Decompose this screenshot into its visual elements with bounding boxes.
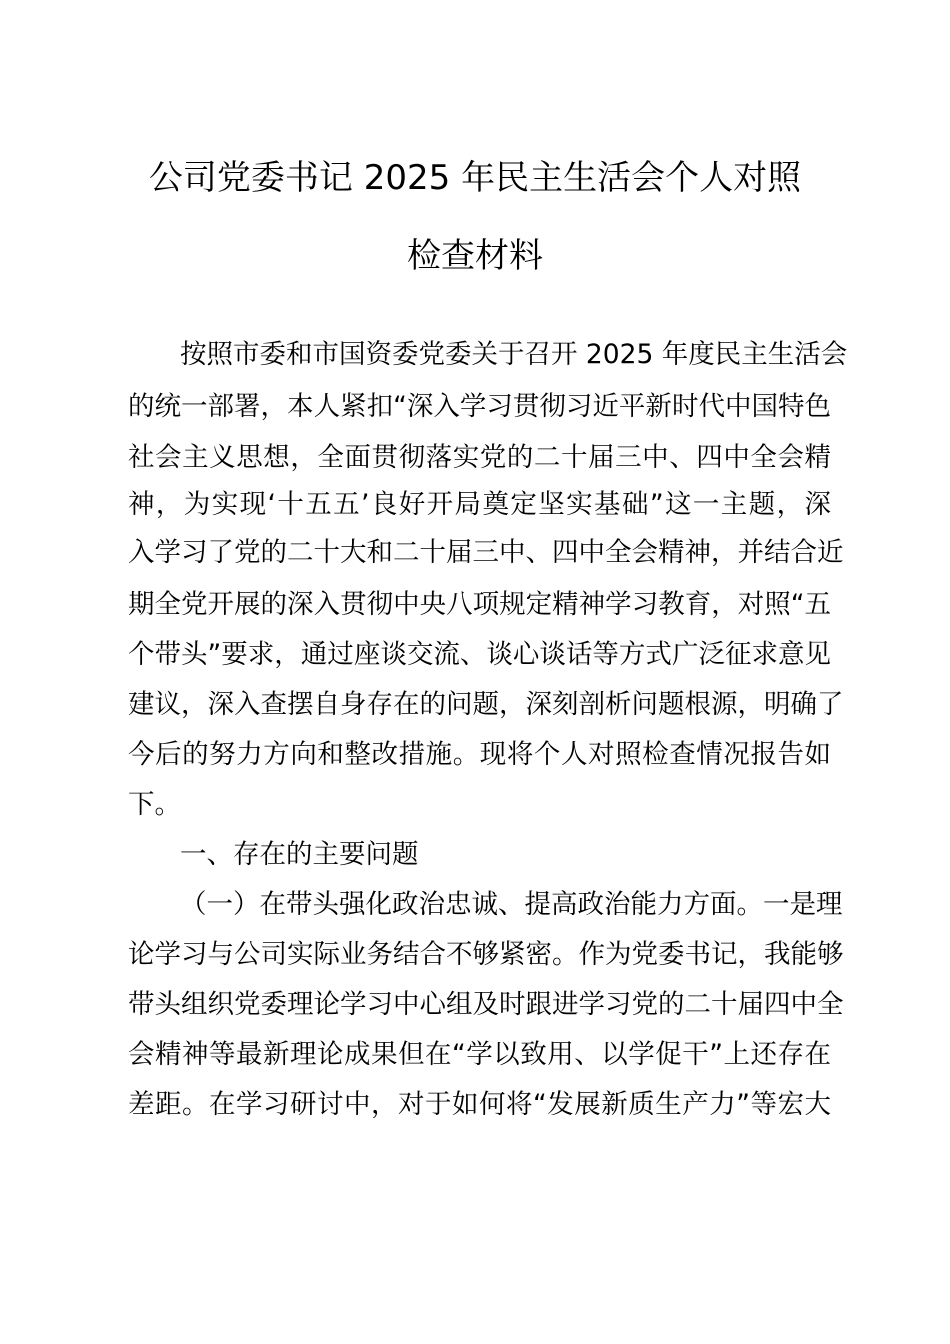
document-title-line-2: 检查材料 [407,236,543,276]
intro-paragraph-line: 下。 [128,789,181,820]
intro-paragraph-line: 期全党开展的深入贯彻中央八项规定精神学习教育，对照“五 [128,589,831,620]
intro-paragraph-line: 今后的努力方向和整改措施。现将个人对照检查情况报告如 [128,739,831,770]
body-paragraph-line: 论学习与公司实际业务结合不够紧密。作为党委书记，我能够 [128,939,844,970]
body-paragraph-line: （一）在带头强化政治忠诚、提高政治能力方面。一是理 [180,889,843,920]
section-heading: 一、存在的主要问题 [180,839,419,870]
body-paragraph-line: 带头组织党委理论学习中心组及时跟进学习党的二十届四中全 [128,989,844,1020]
intro-paragraph-line: 按照市委和市国资委党委关于召开 2025 年度民主生活会 [180,339,848,370]
intro-paragraph-line: 社会主义思想，全面贯彻落实党的二十届三中、四中全会精 [128,442,831,473]
document-title-line-1: 公司党委书记 2025 年民主生活会个人对照 [148,158,802,198]
body-paragraph-line: 差距。在学习研讨中，对于如何将“发展新质生产力”等宏大 [128,1089,831,1120]
intro-paragraph-line: 的统一部署，本人紧扣“深入学习贯彻习近平新时代中国特色 [128,391,831,422]
intro-paragraph-line: 神，为实现‘十五五’良好开局奠定坚实基础”这一主题，深 [128,489,831,520]
intro-paragraph-line: 建议，深入查摆自身存在的问题，深刻剖析问题根源，明确了 [128,689,844,720]
body-paragraph-line: 会精神等最新理论成果但在“学以致用、以学促干”上还存在 [128,1039,831,1070]
intro-paragraph-line: 入学习了党的二十大和二十届三中、四中全会精神，并结合近 [128,537,844,568]
intro-paragraph-line: 个带头”要求，通过座谈交流、谈心谈话等方式广泛征求意见 [128,639,831,670]
